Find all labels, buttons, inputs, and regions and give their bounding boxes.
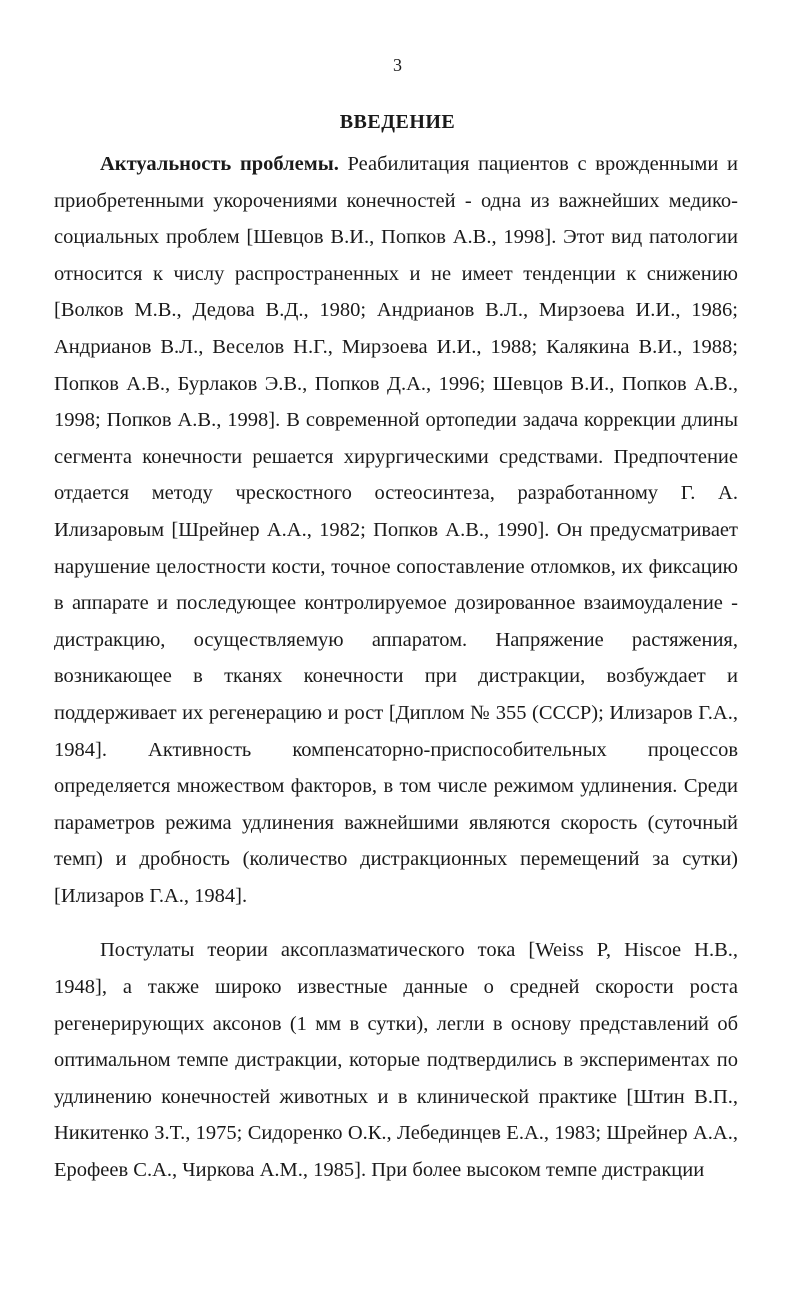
body-text [54,146,738,1189]
paragraph-2 [54,932,738,1188]
page-number: 3 [393,55,402,75]
paragraph-1-lead: Актуальность проблемы. [100,153,339,175]
section-title: ВВЕДЕНИЕ [339,111,456,133]
paragraph-1-text: Реабилитация пациентов с врожденными и приобретенными укорочениями конечностей - одна из важнейших медико-социальных проблем [Шевцов В.И., Попков А.В., 1998]. Этот вид патологии относится к числу распространенных и не имеет тенденции к снижению [Волков М.В., Дедова В.Д., 1980; Андрианов В.Л., Мирзоева И.И., 1986; Андрианов В.Л., Веселов Н.Г., Мирзоева И.И., 1988; Калякина В.И., 1988; Попков А.В., Бурлаков Э.В., Попков Д.А., 1996; Шевцов В.И., Попков А.В., 1998; Попков А.В., 1998]. В современной ортопедии задача коррекции длины сегмента конечности решается хирургическими средствами. Предпочтение отдается методу чрескостного остеосинтеза, разработанному Г. А. Илизаровым [Шрейнер А.А., 1982; Попков А.В., 1990]. Он предусматривает нарушение целостности кости, точное сопоставление отломков, их фиксацию в аппарате и последующее контролируемое дозированное взаимоудаление - дистракцию, осуществляемую аппаратом. Напряжение растяжения, возникающее в тканях конечности при дистракции, возбуждает и поддерживает их регенерацию и рост [Диплом № 355 (СССР); Илизаров Г.А., 1984]. Активность компенсаторно-приспособительных процессов определяется множеством факторов, в том числе режимом удлинения. Среди параметров режима удлинения важнейшими являются скорость (суточный темп) и дробность (количество дистракционных перемещений за сутки) [Илизаров Г.А., 1984]. [54,153,738,907]
paragraph-1 [54,146,738,914]
paragraph-2-text: Постулаты теории аксоплазматического тока [Weiss P, Hiscoe H.B., 1948], а также широко известные данные о средней скорости роста регенерирующих аксонов (1 мм в сутки), легли в основу представлений об оптимальном темпе дистракции, которые подтвердились в экспериментах по удлинению конечностей животных и в клинической практике [Штин В.П., Никитенко З.Т., 1975; Сидоренко О.К., Лебединцев Е.А., 1983; Шрейнер А.А., Ерофеев С.А., Чиркова А.М., 1985]. При более высоком темпе дистракции [54,939,738,1182]
